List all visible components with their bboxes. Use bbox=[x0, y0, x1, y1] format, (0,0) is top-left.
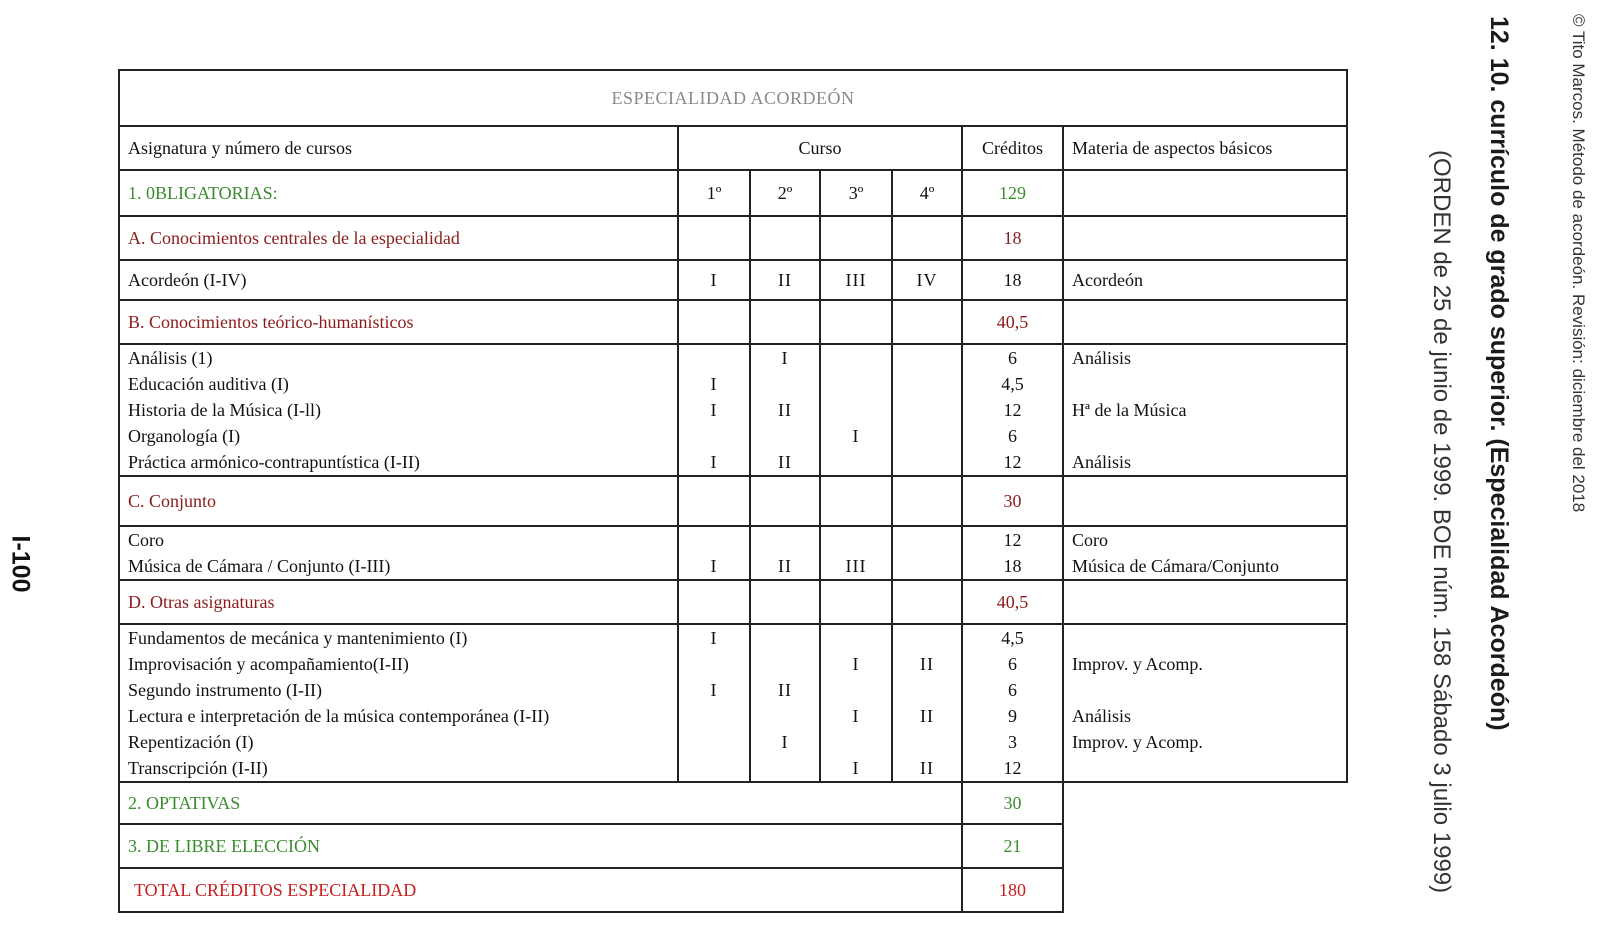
area-cell: Acordeón bbox=[1063, 260, 1347, 300]
course-2-label: 2º bbox=[750, 170, 820, 216]
curriculum-table bbox=[118, 69, 1348, 913]
section-d-subjects bbox=[119, 624, 1347, 782]
section-b-credits: 40,5 bbox=[962, 300, 1063, 344]
list-item: Improvisación y acompañamiento(I-II) bbox=[128, 654, 409, 674]
list-item: Fundamentos de mecánica y mantenimiento (I) bbox=[128, 628, 468, 648]
optativas-credits: 30 bbox=[962, 782, 1063, 824]
section-a-label: A. Conocimientos centrales de la especialidad bbox=[119, 216, 678, 260]
list-item: Práctica armónico-contrapuntística (I-II) bbox=[128, 452, 420, 472]
course-4-list bbox=[892, 344, 962, 476]
section-d-label: D. Otras asignaturas bbox=[119, 580, 678, 624]
page-subheading: (ORDEN de 25 de junio de 1999. BOE núm. 158 Sábado 3 julio 1999) bbox=[1428, 150, 1455, 894]
section-d-credits: 40,5 bbox=[962, 580, 1063, 624]
table-title: ESPECIALIDAD ACORDEÓN bbox=[119, 70, 1347, 126]
credits-cell: 18 bbox=[962, 260, 1063, 300]
course-cell: III bbox=[820, 260, 892, 300]
page-number bbox=[0, 514, 40, 614]
header-subject: Asignatura y número de cursos bbox=[119, 126, 678, 170]
subject-list bbox=[119, 526, 678, 580]
subject-list bbox=[119, 344, 678, 476]
section-c-subjects bbox=[119, 526, 1347, 580]
course-1-list: I bbox=[678, 526, 750, 580]
course-cell: IV bbox=[892, 260, 962, 300]
credits-list: 6 4,5 12 6 12 bbox=[962, 344, 1063, 476]
table-header-row bbox=[119, 126, 1347, 170]
list-item: Análisis (1) bbox=[128, 348, 213, 368]
course-1-list: I I bbox=[678, 624, 750, 782]
libre-eleccion-credits: 21 bbox=[962, 824, 1063, 868]
area-list: Coro Música de Cámara/Conjunto bbox=[1063, 526, 1347, 580]
obligatorias-label: 1. 0BLIGATORIAS: bbox=[119, 170, 678, 216]
list-item: Educación auditiva (I) bbox=[128, 374, 289, 394]
subject-cell: Acordeón (I-IV) bbox=[119, 260, 678, 300]
header-course: Curso bbox=[678, 126, 962, 170]
credits-list: 12 18 bbox=[962, 526, 1063, 580]
course-4-list bbox=[892, 526, 962, 580]
total-label: TOTAL CRÉDITOS ESPECIALIDAD bbox=[119, 868, 962, 912]
section-a-credits: 18 bbox=[962, 216, 1063, 260]
libre-eleccion-row bbox=[119, 824, 1347, 868]
course-4-label: 4º bbox=[892, 170, 962, 216]
course-cell: II bbox=[750, 260, 820, 300]
obligatorias-row bbox=[119, 170, 1347, 216]
section-b-subjects bbox=[119, 344, 1347, 476]
section-c-row bbox=[119, 476, 1347, 526]
total-credits: 180 bbox=[962, 868, 1063, 912]
table-row bbox=[119, 260, 1347, 300]
course-2-list: I II II bbox=[750, 344, 820, 476]
list-item: Repentización (I) bbox=[128, 732, 254, 752]
course-3-list: I I I bbox=[820, 624, 892, 782]
list-item: Historia de la Música (I-ll) bbox=[128, 400, 321, 420]
section-b-row bbox=[119, 300, 1347, 344]
section-d-row bbox=[119, 580, 1347, 624]
list-item: Organología (I) bbox=[128, 426, 241, 446]
optativas-label: 2. OPTATIVAS bbox=[119, 782, 962, 824]
section-a-row bbox=[119, 216, 1347, 260]
area-list: Análisis Hª de la Música Análisis bbox=[1063, 344, 1347, 476]
list-item: Segundo instrumento (I-II) bbox=[128, 680, 322, 700]
course-cell: I bbox=[678, 260, 750, 300]
section-c-label: C. Conjunto bbox=[119, 476, 678, 526]
header-subject-area: Materia de aspectos básicos bbox=[1063, 126, 1347, 170]
list-item: Transcripción (I-II) bbox=[128, 758, 268, 778]
course-1-list: I I I bbox=[678, 344, 750, 476]
subject-list bbox=[119, 624, 678, 782]
course-3-list: III bbox=[820, 526, 892, 580]
course-4-list: II II II bbox=[892, 624, 962, 782]
course-2-list: II I bbox=[750, 624, 820, 782]
list-item: Coro bbox=[128, 530, 164, 550]
section-b-label: B. Conocimientos teórico-humanísticos bbox=[119, 300, 678, 344]
list-item: Lectura e interpretación de la música contemporánea (I-II) bbox=[128, 706, 550, 726]
obligatorias-area bbox=[1063, 170, 1347, 216]
table-title-row bbox=[119, 70, 1347, 126]
section-c-credits: 30 bbox=[962, 476, 1063, 526]
credits-list: 4,5 6 6 9 3 12 bbox=[962, 624, 1063, 782]
area-list: Improv. y Acomp. Análisis Improv. y Acomp. bbox=[1063, 624, 1347, 782]
page-heading: 12. 10. currículo de grado superior. (Especialidad Acordeón) bbox=[1485, 16, 1513, 731]
total-row bbox=[119, 868, 1347, 912]
copyright-notice: © Tito Marcos. Método de acordeón. Revisión: diciembre del 2018 bbox=[1569, 14, 1588, 513]
course-3-list: I bbox=[820, 344, 892, 476]
libre-eleccion-label: 3. DE LIBRE ELECCIÓN bbox=[119, 824, 962, 868]
course-2-list: II bbox=[750, 526, 820, 580]
header-credits: Créditos bbox=[962, 126, 1063, 170]
course-1-label: 1º bbox=[678, 170, 750, 216]
optativas-row bbox=[119, 782, 1347, 824]
list-item: Música de Cámara / Conjunto (I-III) bbox=[128, 556, 391, 576]
obligatorias-credits: 129 bbox=[962, 170, 1063, 216]
page-number-text: I-100 bbox=[6, 535, 35, 593]
course-3-label: 3º bbox=[820, 170, 892, 216]
